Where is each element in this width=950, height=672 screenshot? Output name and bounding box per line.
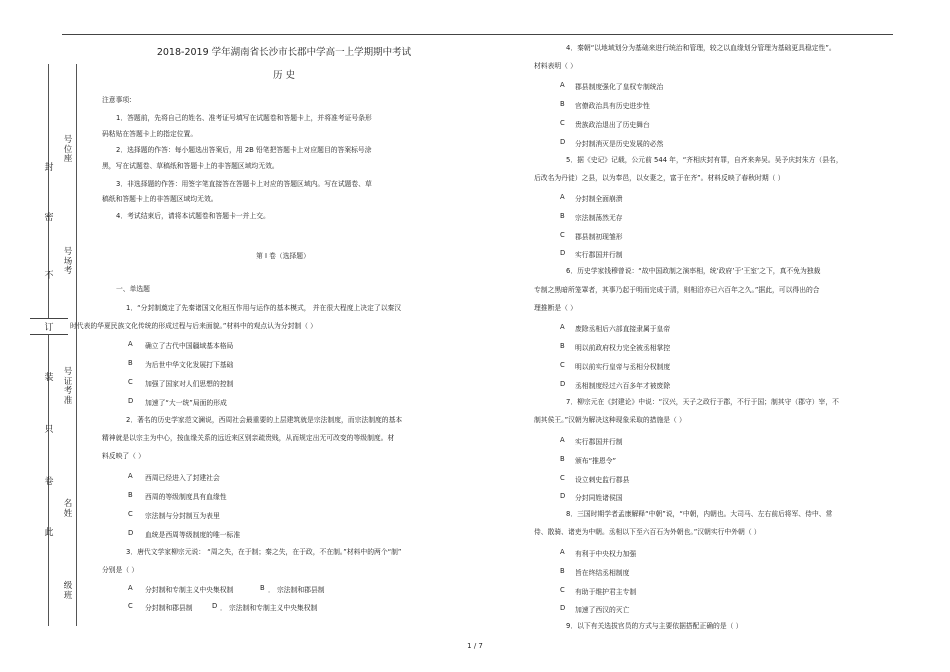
notice-line: 4．考试结束后，请将本试题卷和答题卡一并上交。	[116, 212, 270, 220]
question-stem: 制其侯王。”汉朝为解决这种现象采取的措施是（ ）	[534, 416, 686, 424]
option-key[interactable]: C	[560, 119, 565, 127]
option-key[interactable]: C	[560, 586, 565, 594]
option-text[interactable]: 设立刺史监行郡县	[575, 476, 630, 484]
option-key[interactable]: D	[560, 249, 566, 257]
notice-line: 码粘贴在答题卡上的指定位置。	[102, 130, 198, 138]
question-stem: 2．著名的历史学家范文澜说，西周社会最重要的上层建筑就是宗法制度，而宗法制度的基本	[126, 416, 403, 424]
option-text[interactable]: 有利于中央权力加强	[575, 550, 637, 558]
option-key[interactable]: A	[560, 323, 565, 331]
option-text[interactable]: 宗法制与分封制互为表里	[145, 512, 220, 520]
option-text[interactable]: 确立了古代中国疆域基本格局	[145, 342, 234, 350]
option-text[interactable]: 加速了西汉的灭亡	[575, 606, 630, 614]
option-text[interactable]: 丞相制度经过六百多年才被废除	[575, 382, 671, 390]
option-text[interactable]: 分封制和郡县制	[145, 604, 193, 612]
question-stem: 3．唐代文学家柳宗元说： “周之失，在于制；秦之失，在于政，不在制。”材料中的两个“制”	[126, 548, 402, 556]
option-text[interactable]: ． 宗法制和郡县制	[268, 586, 325, 594]
option-key[interactable]: D	[128, 529, 134, 537]
exam-title: 2018-2019 学年湖南省长沙市长郡中学高一上学期期中考试	[156, 47, 412, 58]
seal-char: 订	[30, 318, 68, 335]
option-text[interactable]: 西周已经进入了封建社会	[145, 474, 220, 482]
subject-title: 历 史	[272, 70, 296, 81]
option-key[interactable]: D	[560, 604, 566, 612]
name-label: 名姓	[63, 499, 73, 519]
option-text[interactable]: 贵族政治退出了历史舞台	[575, 121, 650, 129]
seal-char: 装	[44, 373, 54, 383]
option-key[interactable]: B	[128, 359, 133, 367]
option-text[interactable]: 分封制和专制主义中央集权制	[145, 586, 234, 594]
option-key[interactable]: A	[560, 81, 565, 89]
option-key[interactable]: A	[128, 584, 133, 592]
option-text[interactable]: 郡县制度强化了皇权专制统治	[575, 83, 664, 91]
seal-char: 封	[44, 163, 54, 173]
option-text[interactable]: 血统是西周等级制度的唯一标准	[145, 531, 241, 539]
seal-char: 此	[44, 528, 54, 538]
seal-char: 卷	[44, 477, 54, 487]
option-text[interactable]: ． 宗法制和专制主义中央集权制	[220, 604, 318, 612]
question-stem: 侍、散骑、诸吏为中朝。丞相以下至六百石为外朝也。”汉朝实行中外朝（ ）	[534, 528, 761, 536]
notice-line: 稿纸和答题卡上的非答题区域均无效。	[102, 195, 218, 203]
page-number: 1 / 7	[467, 642, 483, 650]
question-stem: 1．“分封制奠定了先秦诸国文化相互作用与运作的基本模式， 并在很大程度上决定了以秦汉	[126, 304, 402, 312]
option-text[interactable]: 分封制全面崩溃	[575, 195, 623, 203]
option-text[interactable]: 实行郡国并行制	[575, 438, 623, 446]
question-stem: 材料表明（ ）	[534, 62, 577, 70]
option-text[interactable]: 实行郡国并行制	[575, 251, 623, 259]
option-key[interactable]: C	[560, 474, 565, 482]
option-key[interactable]: A	[560, 436, 565, 444]
option-key[interactable]: D	[128, 397, 134, 405]
option-text[interactable]: 明以前实行皇帝与丞相分权制度	[575, 363, 671, 371]
question-stem: 时代表的华夏民族文化传统的形成过程与后来面貌。”材料中的观点认为分封制（ ）	[70, 322, 317, 330]
option-text[interactable]: 旨在终结丞相制度	[575, 569, 630, 577]
seal-char: 密	[44, 213, 54, 223]
option-key[interactable]: C	[560, 361, 565, 369]
part-title: 一、单选题	[116, 285, 150, 293]
option-key[interactable]: C	[128, 378, 133, 386]
option-key[interactable]: B	[128, 491, 133, 499]
option-text[interactable]: 为后世中华文化发展打下基础	[145, 361, 234, 369]
question-stem: 4．秦朝“以地域划分为基础来进行统治和管理，较之以血缘划分管理为基础更具稳定性”。	[566, 44, 836, 52]
question-stem: 5．据《史记》记载，公元前 544 年，“齐相庆封有罪，自齐来奔吴。吴予庆封朱方（县名，	[566, 156, 843, 164]
option-key[interactable]: B	[260, 584, 265, 592]
notice-line: 黑，写在试题卷、草稿纸和答题卡上的非答题区域均无效。	[102, 162, 279, 170]
option-key[interactable]: D	[560, 138, 566, 146]
room-number-label: 号场考	[63, 247, 73, 276]
option-text[interactable]: 加强了国家对人们思想的控制	[145, 380, 234, 388]
option-key[interactable]: B	[560, 212, 565, 220]
option-text[interactable]: 颁布“推恩令”	[575, 457, 617, 465]
notice-line: 3．非选择题的作答：用签字笔直接答在答题卡上对应的答题区域内。写在试题卷、草	[116, 180, 372, 188]
seal-char: 不	[44, 271, 54, 281]
exam-id-label: 号证考准	[63, 367, 73, 406]
option-text[interactable]: 官僚政治具有历史进步性	[575, 102, 650, 110]
option-key[interactable]: C	[128, 510, 133, 518]
option-key[interactable]: B	[560, 567, 565, 575]
option-text[interactable]: 分封制消灭是历史发展的必然	[575, 140, 664, 148]
option-text[interactable]: 有助于维护君主专制	[575, 588, 637, 596]
volume-title: 第 I 卷（选择题）	[256, 252, 310, 260]
seat-number-label: 号位座	[63, 135, 73, 164]
option-text[interactable]: 分封同姓诸侯国	[575, 494, 623, 502]
option-key[interactable]: B	[560, 455, 565, 463]
question-stem: 7．柳宗元在《封建论》中说：“汉兴，天子之政行于郡，不行于国；制其守（郡守）宰，不	[566, 398, 839, 406]
top-rule	[62, 34, 893, 35]
question-stem: 9．以下有关选拔官员的方式与主要依据搭配正确的是（ ）	[566, 622, 743, 630]
question-stem: 料反映了（ ）	[102, 452, 145, 460]
option-key[interactable]: A	[128, 340, 133, 348]
option-text[interactable]: 加速了“大一统”局面的形成	[145, 399, 227, 407]
option-key[interactable]: C	[560, 231, 565, 239]
option-key[interactable]: D	[560, 492, 566, 500]
question-stem: 后改名为丹徒）之县，以为奉邑，以女妻之，富于在齐”。材料反映了春秋时期（ ）	[534, 174, 785, 182]
question-stem: 6．历史学家钱穆曾说：“故中国政制之演率相，统‘政府’于‘王室’之下，真不免为独裁	[566, 267, 821, 275]
question-stem: 分别是（ ）	[102, 566, 139, 574]
option-text[interactable]: 郡县制初现雏形	[575, 233, 623, 241]
notice-line: 2．选择题的作答：每小题选出答案后，用 2B 铅笔把答题卡上对应题目的答案标号涂	[116, 146, 372, 154]
binding-line-inner	[76, 64, 77, 626]
seal-char: 只	[44, 425, 54, 435]
question-stem: 理推断是（ ）	[534, 304, 577, 312]
binding-line	[48, 64, 49, 626]
option-text[interactable]: 西周的等级制度具有血缘性	[145, 493, 227, 501]
option-key[interactable]: A	[560, 193, 565, 201]
question-stem: 8．三国时期学者孟康解释“中朝”说，“中朝，内朝也。大司马、左右前后将军、侍中、常	[566, 510, 833, 518]
option-key[interactable]: D	[212, 602, 218, 610]
option-text[interactable]: 宗法制荡然无存	[575, 214, 623, 222]
option-key[interactable]: C	[128, 602, 133, 610]
option-key[interactable]: B	[560, 100, 565, 108]
option-key[interactable]: A	[560, 548, 565, 556]
option-text[interactable]: 明以前政府权力完全被丞相掌控	[575, 344, 671, 352]
notice-heading: 注意事项:	[102, 96, 132, 104]
notice-line: 1．答题前，先将自己的姓名、准考证号填写在试题卷和答题卡上，并将准考证号条形	[116, 114, 372, 122]
class-label: 级班	[63, 581, 73, 601]
question-stem: 专制之黑暗所笼罩者，其事乃起于明而完成于清，则相沿亦已六百年之久。”据此，可以得出的合	[534, 286, 820, 294]
option-key[interactable]: B	[560, 342, 565, 350]
question-stem: 精神就是以宗主为中心，按血缘关系的远近来区别亲疏贵贱，从而规定出无可改变的等级制度。材	[102, 434, 395, 442]
option-text[interactable]: 废除丞相后六部直接隶属于皇帝	[575, 325, 671, 333]
option-key[interactable]: D	[560, 380, 566, 388]
option-key[interactable]: A	[128, 472, 133, 480]
